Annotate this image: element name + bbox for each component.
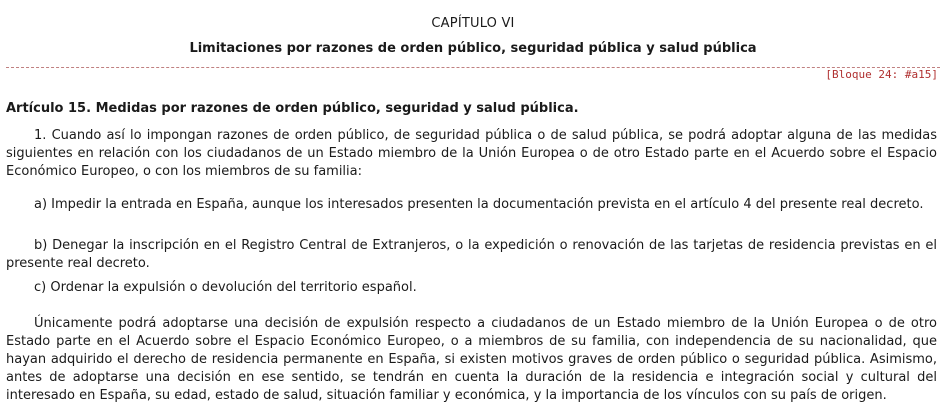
article-paragraph-2: Únicamente podrá adoptarse una decisión de expulsión respecto a ciudadanos de un Estado miembro de la Unión Europea o de otro Estado parte en el Acuerdo sobre el Espacio Económico Europeo, o a miembros de su familia, con independencia de su nacionalidad, que hayan adquirido el derecho de residencia permanente en España, si existen motivos graves de orden público o seguridad pública. Asimismo, antes de adoptarse una decisión en ese sentido, se tendrán en cuenta la duración de la residencia e integración social y cultural del interesado en España, su edad, estado de salud, situación familiar y económica, y la importancia de los vínculos con su país de origen. — [6, 316, 937, 403]
list-item-a: a) Impedir la entrada en España, aunque los interesados presenten la documentación prevista en el artículo 4 del presente real decreto. — [34, 197, 924, 212]
block-reference-link[interactable]: [Bloque 24: #a15] — [825, 68, 938, 81]
article-paragraph-1: 1. Cuando así lo impongan razones de orden público, de seguridad pública o de salud pública, se podrá adoptar alguna de las medidas siguientes en relación con los ciudadanos de un Estado miembro de la Unión Europea o de otro Estado parte en el Acuerdo sobre el Espacio Económico Europeo, o con los miembros de su familia: — [6, 128, 937, 179]
chapter-number: CAPÍTULO VI — [431, 16, 515, 31]
list-item-b: b) Denegar la inscripción en el Registro Central de Extranjeros, o la expedición o renovación de las tarjetas de residencia previstas en el presente real decreto. — [6, 238, 937, 271]
section-divider — [6, 67, 940, 68]
article-title: Artículo 15. Medidas por razones de orden público, seguridad y salud pública. — [6, 101, 579, 116]
list-item-c: c) Ordenar la expulsión o devolución del territorio español. — [34, 280, 417, 295]
chapter-title: Limitaciones por razones de orden público, seguridad pública y salud pública — [189, 41, 757, 56]
